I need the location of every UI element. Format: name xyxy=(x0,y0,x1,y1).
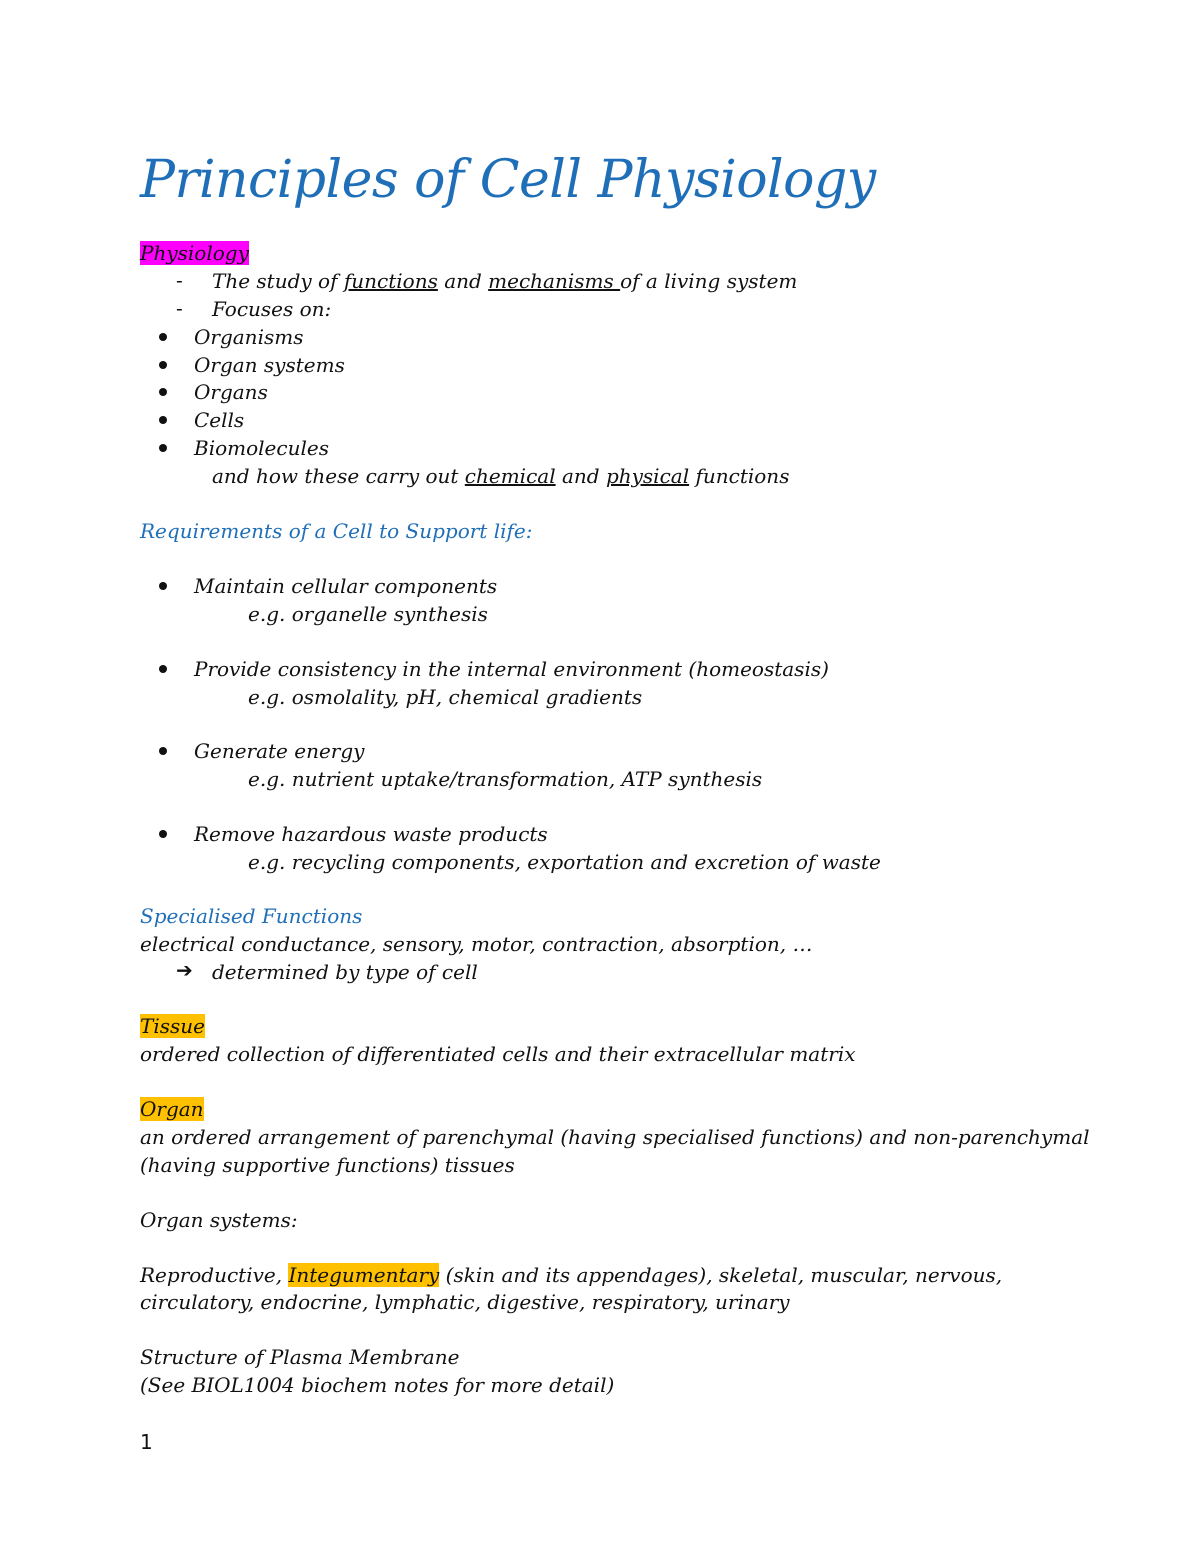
physiology-heading xyxy=(140,240,249,266)
bullet-icon xyxy=(159,333,167,341)
bullet-icon xyxy=(159,582,167,590)
dash-marker: - xyxy=(176,268,183,292)
requirement-example: e.g. recycling components, exportation and excretion of waste xyxy=(248,850,881,874)
organ-systems-line1: Reproductive, Integumentary (skin and its appendages), skeletal, muscular, nervous, xyxy=(140,1263,1003,1287)
organ-heading-text: Organ xyxy=(140,1097,204,1121)
requirement-example: e.g. organelle synthesis xyxy=(248,602,488,626)
list-item: Organ systems xyxy=(194,353,345,377)
plasma-heading: Structure of Plasma Membrane xyxy=(140,1345,460,1369)
specialised-arrow-text: determined by type of cell xyxy=(212,960,478,984)
requirement-example: e.g. nutrient uptake/transformation, ATP synthesis xyxy=(248,767,763,791)
arrow-right-icon: ➔ xyxy=(176,958,193,982)
integumentary-highlight: Integumentary xyxy=(288,1263,440,1287)
list-item: Organs xyxy=(194,380,268,404)
tissue-heading-text: Tissue xyxy=(140,1014,205,1038)
page-title: Principles of Cell Physiology xyxy=(140,150,876,210)
dash-marker: - xyxy=(176,296,183,320)
tissue-heading xyxy=(140,1013,205,1039)
requirements-heading: Requirements of a Cell to Support life: xyxy=(140,519,533,543)
requirement-item: Maintain cellular components xyxy=(194,574,498,598)
physiology-definition: The study of functions and mechanisms of a living system xyxy=(212,269,798,293)
requirement-item: Generate energy xyxy=(194,739,365,763)
bullet-icon xyxy=(159,444,167,452)
bullet-icon xyxy=(159,361,167,369)
page-number: 1 xyxy=(140,1430,153,1454)
bullet-icon xyxy=(159,830,167,838)
requirement-item: Provide consistency in the internal environment (homeostasis) xyxy=(194,657,829,681)
specialised-text: electrical conductance, sensory, motor, contraction, absorption, … xyxy=(140,932,813,956)
list-item: Organisms xyxy=(194,325,304,349)
focuses-on: Focuses on: xyxy=(212,297,332,321)
list-item: Cells xyxy=(194,408,245,432)
physiology-trailing-text: and how these carry out chemical and physical functions xyxy=(212,464,790,488)
physiology-heading-text: Physiology xyxy=(140,241,249,265)
plasma-note: (See BIOL1004 biochem notes for more detail) xyxy=(140,1373,615,1397)
organ-definition-line1: an ordered arrangement of parenchymal (having specialised functions) and non-parenchymal xyxy=(140,1125,1090,1149)
requirement-item: Remove hazardous waste products xyxy=(194,822,548,846)
bullet-icon xyxy=(159,416,167,424)
specialised-heading: Specialised Functions xyxy=(140,904,363,928)
list-item: Biomolecules xyxy=(194,436,329,460)
organ-systems-line2: circulatory, endocrine, lymphatic, digestive, respiratory, urinary xyxy=(140,1290,790,1314)
bullet-icon xyxy=(159,388,167,396)
bullet-icon xyxy=(159,665,167,673)
organ-systems-heading: Organ systems: xyxy=(140,1208,298,1232)
bullet-icon xyxy=(159,747,167,755)
tissue-definition: ordered collection of differentiated cells and their extracellular matrix xyxy=(140,1042,856,1066)
requirement-example: e.g. osmolality, pH, chemical gradients xyxy=(248,685,643,709)
organ-heading xyxy=(140,1096,204,1122)
organ-definition-line2: (having supportive functions) tissues xyxy=(140,1153,515,1177)
